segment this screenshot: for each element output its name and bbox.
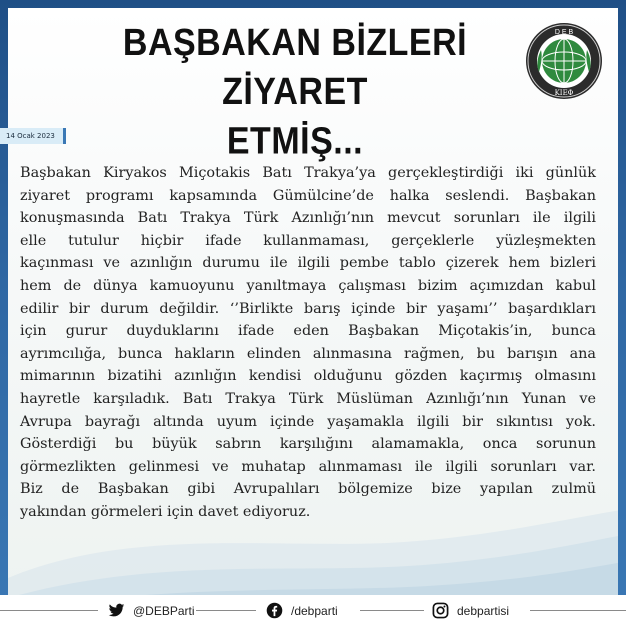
article-line: yakından görmeleri için davet ediyoruz. bbox=[20, 503, 311, 520]
title-line-1: BAŞBAKAN BİZLERİ ZİYARET bbox=[122, 21, 468, 114]
article-line: elle tutulur hiçbir ifade kullanmaması, gerçeklerle yüzleşmekten bbox=[20, 232, 596, 249]
article-line: Başbakan Kiryakos Miçotakis Batı Trakya’ya gerçekleştirdiği iki günlük bbox=[20, 165, 596, 181]
deb-logo bbox=[525, 22, 603, 100]
article-line: mimarının bizatihi azınlığın kendisi olduğunu gözden kaçırmış olmasını bbox=[20, 368, 596, 385]
instagram-link[interactable] bbox=[432, 602, 509, 619]
article-line: Biz de Başbakan gibi Avrupalıları bölgemize bize yapılan zulmü bbox=[20, 481, 596, 498]
article-line: edilir bir durum değildir. ‘’Birlikte barış içinde bir yaşamı’’ başardıkları bbox=[20, 300, 596, 317]
article-line: Gösterdiği bu büyük sabrın karşılığını alamamakla, onca sorunun bbox=[20, 436, 596, 453]
article-body bbox=[20, 162, 596, 524]
date-badge: 14 Ocak 2023 bbox=[0, 128, 66, 144]
article-line: ziyaret programı kapsamında Gümülcine’de halka seslendi. Başbakan bbox=[20, 187, 596, 204]
logo-text-bottom: ΚΙΕΦ bbox=[554, 89, 574, 97]
footer-divider bbox=[530, 610, 626, 611]
footer-divider bbox=[196, 610, 256, 611]
article-line: ayrımcılığa, bunca hakların elinden alınmasına rağmen, bu barışın ana bbox=[20, 345, 596, 362]
article-line: görmezlikten gelinmesi ve muhatap alınmaması ile ilgili sorunları var. bbox=[20, 458, 596, 475]
article-line: kaçınması ve azınlığın durumu ile ilgili pembe tablo çizerek hem bizleri bbox=[20, 255, 596, 272]
facebook-handle: /debparti bbox=[291, 603, 338, 618]
facebook-link[interactable] bbox=[266, 602, 338, 619]
twitter-handle: @DEBParti bbox=[133, 603, 195, 618]
footer-divider bbox=[0, 610, 98, 611]
article-line: konuşmasında Batı Trakya Türk Azınlığı’nın mevcut sorunları ile ilgili bbox=[20, 210, 596, 227]
facebook-icon bbox=[266, 602, 283, 619]
article-line: Avrupa bayrağı altında uyum içinde yaşamakla ilgili bir sıkıntısı yok. bbox=[20, 413, 596, 430]
article-line: hem de dünya kamuoyunu yanıltmaya çalışması bizim açımızdan kabul bbox=[20, 277, 596, 294]
page-title bbox=[60, 18, 530, 166]
article-line: hayretle karşıladık. Batı Trakya Türk Müslüman Azınlığı’nın Yunan ve bbox=[20, 390, 596, 407]
article-line: için gurur duyduklarını ifade eden Başbakan Miçotakis’in, bunca bbox=[20, 323, 596, 340]
title-line-2: ETMİŞ... bbox=[226, 119, 364, 163]
logo-text-top: D E B bbox=[554, 29, 574, 36]
footer-divider bbox=[360, 610, 424, 611]
instagram-handle: debpartisi bbox=[457, 603, 510, 618]
instagram-icon bbox=[432, 602, 449, 619]
twitter-link[interactable] bbox=[108, 602, 195, 619]
twitter-icon bbox=[108, 602, 125, 619]
social-footer bbox=[0, 595, 626, 626]
